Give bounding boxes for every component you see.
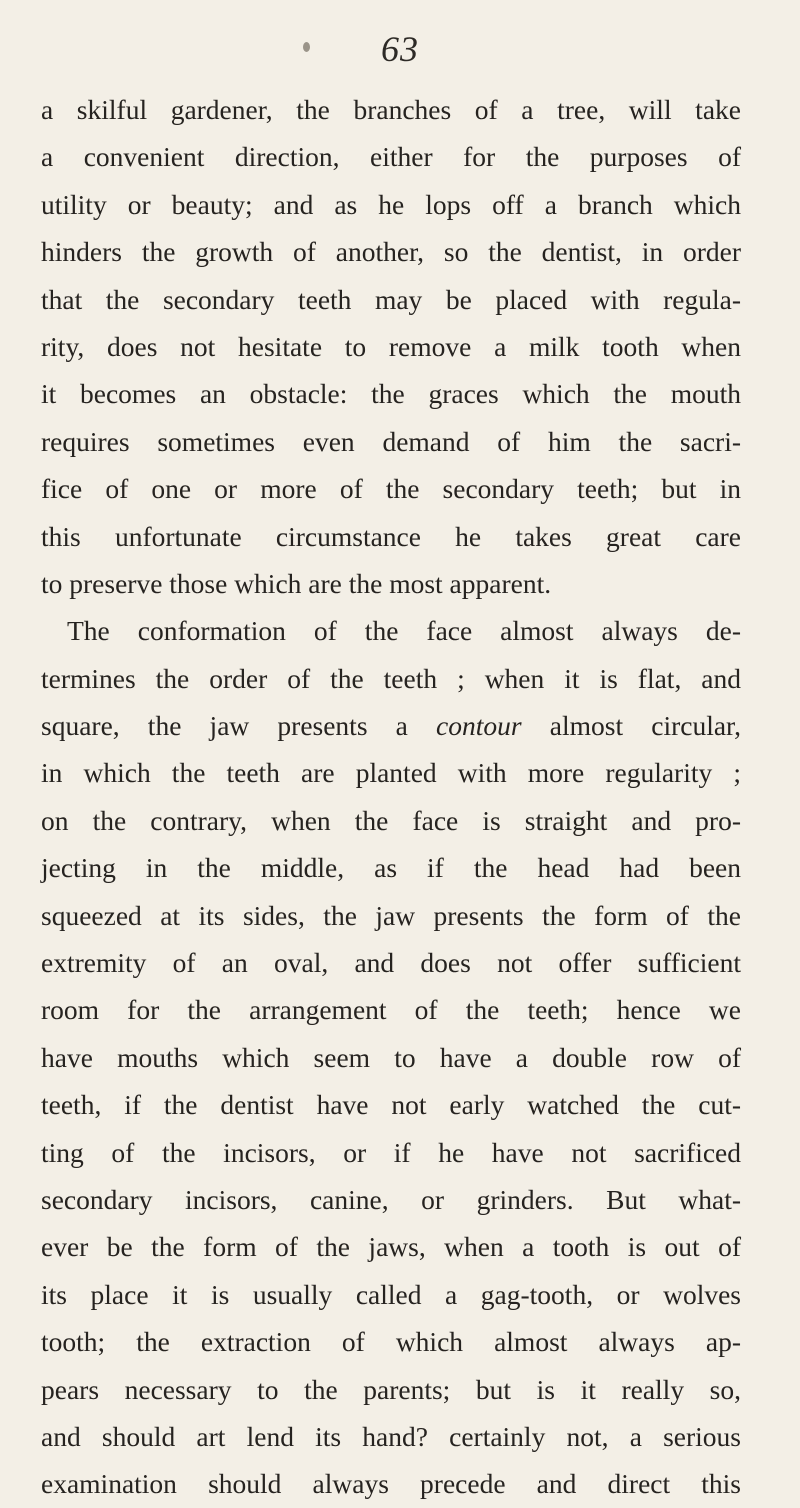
ink-spot [303,42,310,52]
text-run: square, the jaw presents a [41,710,437,742]
text-line: pears necessary to the parents; but is it really so, [41,1373,741,1405]
text-line: room for the arrangement of the teeth; hence we [41,994,741,1026]
text-line: squeezed at its sides, the jaw presents the form of the [41,899,741,931]
text-line: that the secondary teeth may be placed with regula- [41,283,741,315]
text-line-paragraph-start: The conformation of the face almost always de- [67,615,741,647]
text-line: hinders the growth of another, so the dentist, in order [41,236,741,268]
text-line: this unfortunate circumstance he takes great care [41,520,741,552]
text-line: ever be the form of the jaws, when a tooth is out of [41,1231,741,1263]
text-line: in which the teeth are planted with more regularity ; [41,757,741,789]
text-line: ting of the incisors, or if he have not sacrificed [41,1136,741,1168]
body-text [41,86,741,1508]
text-line: a skilful gardener, the branches of a tree, will take [41,94,741,125]
text-line: tooth; the extraction of which almost always ap- [41,1326,741,1358]
text-line: it becomes an obstacle: the graces which the mouth [41,378,741,410]
text-line: termines the order of the teeth ; when it is flat, and [41,662,741,694]
text-line: its place it is usually called a gag-tooth, or wolves [41,1278,741,1310]
text-line: on the contrary, when the face is straight and pro- [41,804,741,836]
italic-word: contour [436,710,522,742]
text-line-paragraph-end: to preserve those which are the most apparent. [41,567,552,599]
text-line: teeth, if the dentist have not early watched the cut- [41,1089,741,1121]
text-line: utility or beauty; and as he lops off a branch which [41,188,741,220]
text-line: fice of one or more of the secondary teeth; but in [41,473,741,505]
text-run: almost circular, [521,710,741,742]
text-line: jecting in the middle, as if the head had been [41,852,741,884]
text-line: extremity of an oval, and does not offer sufficient [41,947,741,979]
text-line-with-italic [41,702,741,749]
text-line: secondary incisors, canine, or grinders. But what- [41,1183,741,1215]
text-line: and should art lend its hand? certainly not, a serious [41,1420,741,1452]
page-number: 63 [381,29,419,69]
text-line: rity, does not hesitate to remove a milk tooth when [41,330,741,362]
text-line: have mouths which seem to have a double row of [41,1041,741,1073]
text-line: a convenient direction, either for the purposes of [41,141,741,173]
text-line: examination should always precede and direct this [41,1468,741,1500]
text-line: requires sometimes even demand of him the sacri- [41,425,741,457]
